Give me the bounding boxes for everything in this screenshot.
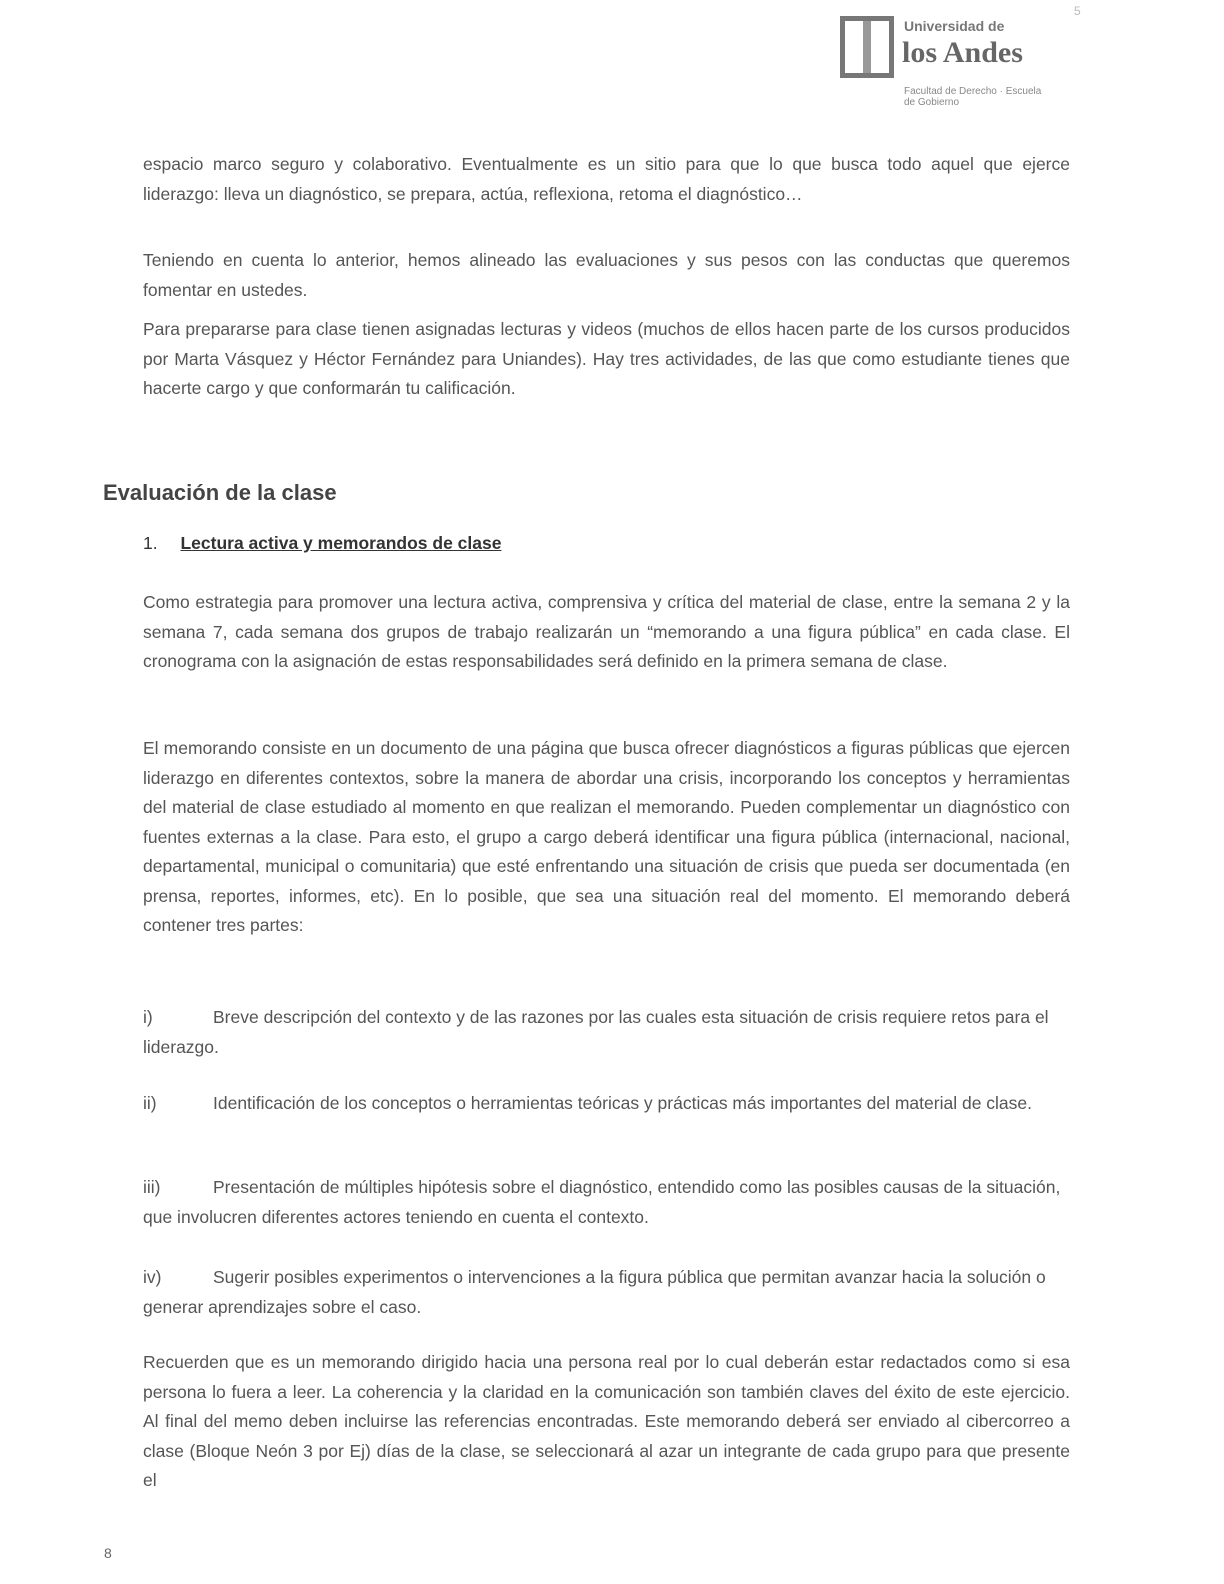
logo-mark-icon [840, 16, 894, 78]
intro-paragraph: espacio marco seguro y colaborativo. Eventualmente es un sitio para que lo que busca todo aquel que ejerce liderazgo: lleva un diagnóstico, se prepara, actúa, reflexiona, retoma el diagnóstico… [143, 154, 1070, 204]
section-title: Evaluación de la clase [103, 480, 337, 505]
page-number: 8 [104, 1545, 112, 1561]
list-text: Breve descripción del contexto y de las razones por las cuales esta situación de crisis requiere retos para el liderazgo. [143, 1007, 1049, 1057]
list-text: Presentación de múltiples hipótesis sobre el diagnóstico, entendido como las posibles causas de la situación, que involucren diferentes actores teniendo en cuenta el contexto. [143, 1177, 1061, 1227]
list-number: iii) [143, 1177, 161, 1197]
logo-line1: Universidad de [904, 18, 1005, 34]
list-item [143, 1263, 1070, 1322]
intro-paragraph: Para prepararse para clase tienen asignadas lecturas y videos (muchos de ellos hacen parte de los cursos producidos por Marta Vásquez y Héctor Fernández para Uniandes). Hay tres actividades, de las que como estudiante tienes que hacerte cargo y que conformarán tu calificación. [143, 319, 1070, 398]
university-logo [838, 14, 1058, 119]
logo-line2: los Andes [902, 36, 1023, 69]
logo-subtitle: Facultad de Derecho · Escuela de Gobierno [904, 86, 1042, 108]
corner-mark: 5 [1074, 4, 1081, 18]
list-number: ii) [143, 1093, 157, 1113]
closing-paragraph: Recuerden que es un memorando dirigido hacia una persona real por lo cual deberán estar redactados como si esa persona lo fuera a leer. La coherencia y la claridad en la comunicación son también claves del éxito de este ejercicio. Al final del memo deben incluirse las referencias encontradas. Este memorando deberá ser enviado al cibercorreo a clase (Bloque Neón 3 por Ej) días de la clase, se seleccionará al azar un integrante de cada grupo para que presente el [143, 1352, 1070, 1490]
body-paragraph: El memorando consiste en un documento de una página que busca ofrecer diagnósticos a figuras públicas que ejercen liderazgo en diferentes contextos, sobre la manera de abordar una crisis, incorporando los conceptos y herramientas del material de clase estudiado al momento en que realizan el memorando. Pueden complementar un diagnóstico con fuentes externas a la clase. Para esto, el grupo a cargo deberá identificar una figura pública (internacional, nacional, departamental, municipal o comunitaria) que esté enfrentando una situación de crisis que pueda ser documentada (en prensa, reportes, informes, etc). En lo posible, que sea una situación real del momento. El memorando deberá contener tres partes: [143, 738, 1070, 935]
body-paragraph: Como estrategia para promover una lectura activa, comprensiva y crítica del material de clase, entre la semana 2 y la semana 7, cada semana dos grupos de trabajo realizarán un “memorando a una figura pública” en cada clase. El cronograma con la asignación de estas responsabilidades será definido en la primera semana de clase. [143, 592, 1070, 671]
item-number: 1. [143, 533, 158, 553]
item-title: Lectura activa y memorandos de clase [180, 533, 502, 553]
list-item [143, 1173, 1070, 1232]
list-number: iv) [143, 1267, 162, 1287]
list-text: Sugerir posibles experimentos o intervenciones a la figura pública que permitan avanzar hacia la solución o generar aprendizajes sobre el caso. [143, 1267, 1046, 1317]
list-number: i) [143, 1007, 153, 1027]
item-heading [143, 533, 501, 554]
intro-paragraph: Teniendo en cuenta lo anterior, hemos alineado las evaluaciones y sus pesos con las conductas que queremos fomentar en ustedes. [143, 250, 1070, 300]
list-item [143, 1089, 1070, 1119]
list-text: Identificación de los conceptos o herramientas teóricas y prácticas más importantes del material de clase. [213, 1093, 1033, 1113]
list-item [143, 1003, 1070, 1062]
